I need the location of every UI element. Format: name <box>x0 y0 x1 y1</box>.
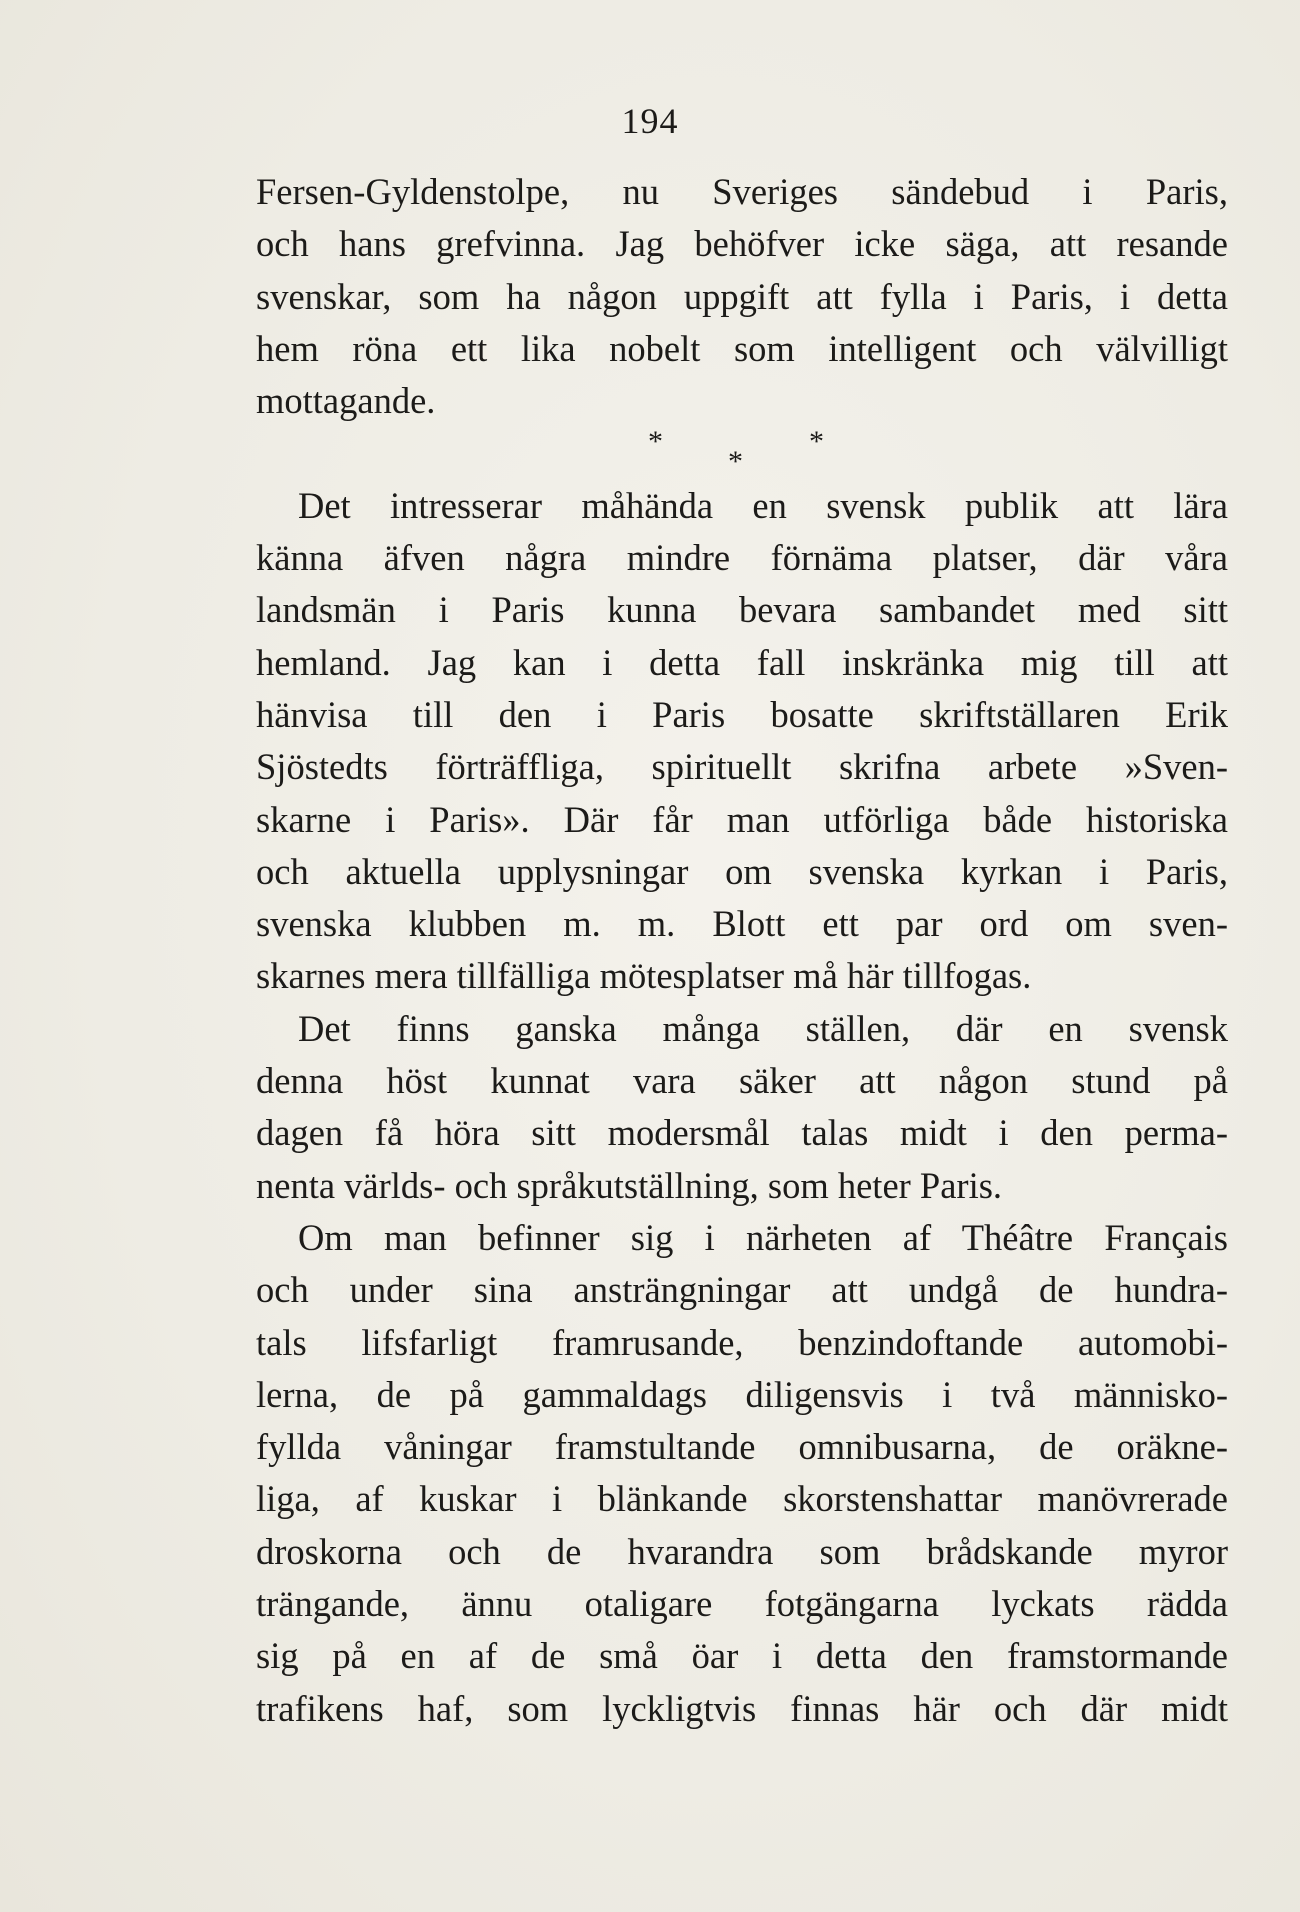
text-line: lerna, de på gammaldags diligensvis i två människo- <box>256 1373 1228 1415</box>
text-line: hem röna ett lika nobelt som intelligent och välvilligt <box>256 327 1228 369</box>
text-line: fyllda våningar framstultande omnibusarna, de oräkne- <box>256 1426 1228 1468</box>
asterism-separator <box>256 427 1228 479</box>
text-line: Sjöstedts förträffliga, spirituellt skrifna arbete »Sven- <box>256 746 1228 788</box>
text-line: svenskar, som ha någon uppgift att fylla i Paris, i detta <box>256 275 1228 317</box>
page-number: 194 <box>621 101 679 141</box>
text-line: trafikens haf, som lyckligtvis finnas här och där midt <box>256 1687 1228 1729</box>
text-line: trängande, ännu otaligare fotgängarna lyckats rädda <box>256 1583 1228 1625</box>
text-line: och hans grefvinna. Jag behöfver icke säga, att resande <box>256 223 1228 265</box>
text-line: och under sina ansträngningar att undgå de hundra- <box>256 1269 1228 1311</box>
text-line: hemland. Jag kan i detta fall inskränka mig till att <box>256 641 1228 683</box>
text-line: denna höst kunnat vara säker att någon stund på <box>256 1060 1228 1102</box>
text-line: mottagande. <box>256 380 436 422</box>
text-line: liga, af kuskar i blänkande skorstenshattar manövrerade <box>256 1478 1228 1520</box>
text-line: nenta världs- och språkutställning, som heter Paris. <box>256 1164 1003 1206</box>
text-line: skarne i Paris». Där får man utförliga både historiska <box>256 798 1228 840</box>
text-line: och aktuella upplysningar om svenska kyrkan i Paris, <box>256 850 1228 892</box>
text-line: skarnes mera tillfälliga mötesplatser må här tillfogas. <box>256 955 1032 997</box>
text-line: hänvisa till den i Paris bosatte skriftställaren Erik <box>256 693 1228 735</box>
text-line: dagen få höra sitt modersmål talas midt i den perma- <box>256 1112 1228 1154</box>
text-line: Det intresserar måhända en svensk publik att lära <box>298 484 1228 526</box>
text-line: känna äfven några mindre förnäma platser, där våra <box>256 537 1228 579</box>
text-line: tals lifsfarligt framrusande, benzindoftande automobi- <box>256 1321 1228 1363</box>
text-line: droskorna och de hvarandra som brådskande myror <box>256 1530 1228 1572</box>
text-line: sig på en af de små öar i detta den framstormande <box>256 1635 1228 1677</box>
asterisk: * <box>728 445 743 479</box>
text-line: landsmän i Paris kunna bevara sambandet med sitt <box>256 589 1228 631</box>
asterisk: * <box>809 425 824 459</box>
body-text <box>256 166 1228 1735</box>
asterisk: * <box>648 425 663 459</box>
text-line: Det finns ganska många ställen, där en svensk <box>298 1007 1228 1049</box>
text-line: svenska klubben m. m. Blott ett par ord om sven- <box>256 903 1228 945</box>
text-line: Om man befinner sig i närheten af Théâtre Français <box>298 1216 1228 1258</box>
text-line: Fersen-Gyldenstolpe, nu Sveriges sändebud i Paris, <box>256 171 1228 212</box>
